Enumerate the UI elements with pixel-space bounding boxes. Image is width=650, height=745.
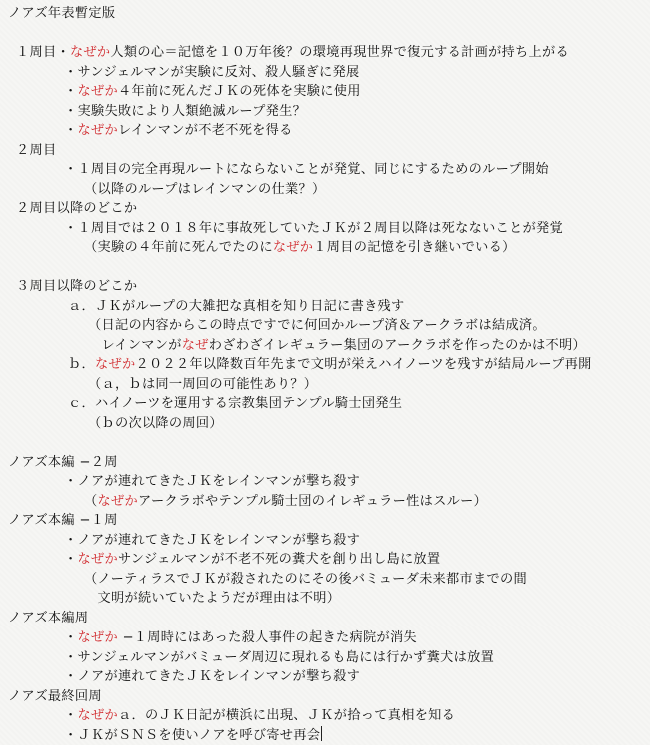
text-segment: ・ <box>64 708 78 723</box>
text-line <box>8 414 650 434</box>
text-line <box>8 550 650 570</box>
text-segment: ａ．のＪＫ日記が横浜に出現、ＪＫが拾って真相を知る <box>118 708 455 723</box>
text-segment: −１周時にはあった殺人事件の起きた病院が消失 <box>118 630 417 645</box>
highlight-naze: なぜか <box>78 708 118 723</box>
blank-line <box>8 258 650 278</box>
text-segment: ノアズ最終回周 <box>8 689 102 704</box>
text-segment: （ｂの次以降の周回） <box>88 416 223 431</box>
text-segment: ｃ．ハイノーツを運用する宗教集団テンプル騎士団発生 <box>68 396 402 411</box>
text-segment: アークラボやテンプル騎士団のイレギュラー性はスルー） <box>138 494 487 509</box>
text-segment: レインマンが <box>88 338 182 353</box>
text-line <box>8 121 650 141</box>
text-line <box>8 4 650 24</box>
text-line <box>8 238 650 258</box>
text-line <box>8 355 650 375</box>
text-segment: ノアズ年表暫定版 <box>8 6 115 21</box>
text-segment: （ａ，ｂは同一周回の可能性あり？） <box>88 377 317 392</box>
highlight-naze: なぜか <box>78 84 118 99</box>
text-line <box>8 219 650 239</box>
text-line <box>8 141 650 161</box>
highlight-naze: なぜか <box>98 494 138 509</box>
text-line <box>8 687 650 707</box>
text-line <box>8 394 650 414</box>
text-segment: （実験の４年前に死んでたのに <box>84 240 273 255</box>
text-line <box>8 531 650 551</box>
text-line <box>8 160 650 180</box>
text-line <box>8 472 650 492</box>
text-segment: 文明が続いていたようだが理由は不明） <box>84 591 340 606</box>
text-segment: ・ <box>64 630 78 645</box>
text-segment: ノアズ本編 −１周 <box>8 513 118 528</box>
text-segment: ３周目以降のどこか <box>16 279 137 294</box>
text-line <box>8 648 650 668</box>
text-segment: ・１周目では２０１８年に事故死していたＪＫが２周目以降は死なないことが発覚 <box>64 221 563 236</box>
text-segment: わざわざイレギュラー集団のアークラボを作ったのかは不明） <box>209 338 586 353</box>
text-segment: ・ＪＫがＳＮＳを使いノアを呼び寄せ再会 <box>64 728 320 743</box>
text-segment: （ <box>84 494 98 509</box>
text-segment: サンジェルマンが不老不死の糞犬を創り出し島に放置 <box>118 552 440 567</box>
text-line <box>8 297 650 317</box>
highlight-naze: なぜか <box>70 45 110 60</box>
text-segment: ・１周目の完全再現ルートにならないことが発覚、同じにするためのループ開始 <box>64 162 549 177</box>
text-line <box>8 199 650 219</box>
text-line <box>8 102 650 122</box>
text-segment: （以降のループはレインマンの仕業？） <box>84 182 325 197</box>
highlight-naze: なぜ <box>182 338 209 353</box>
blank-line <box>8 433 650 453</box>
text-line <box>8 453 650 473</box>
text-line <box>8 726 650 745</box>
text-segment: ・ノアが連れてきたＪＫをレインマンが撃ち殺す <box>64 669 360 684</box>
text-segment: ・ノアが連れてきたＪＫをレインマンが撃ち殺す <box>64 474 360 489</box>
text-line <box>8 63 650 83</box>
text-segment: （ノーティラスでＪＫが殺されたのにその後バミューダ未来都市までの間 <box>84 572 527 587</box>
highlight-naze: なぜか <box>78 552 118 567</box>
text-segment: 人類の心＝記憶を１０万年後？の環境再現世界で復元する計画が持ち上がる <box>110 45 569 60</box>
text-segment: ２０２２年以降数百年先まで文明が栄えハイノーツを残すが結局ループ再開 <box>135 357 591 372</box>
text-line <box>8 628 650 648</box>
text-segment: ノアズ本編 −２周 <box>8 455 118 470</box>
text-line <box>8 82 650 102</box>
text-line <box>8 277 650 297</box>
text-segment: ・サンジェルマンがバミューダ周辺に現れるも島には行かず糞犬は放置 <box>64 650 494 665</box>
text-segment: （日記の内容からこの時点ですでに何回かループ済＆アークラボは結成済。 <box>88 318 546 333</box>
text-segment: ・ <box>64 84 78 99</box>
text-segment: ２周目 <box>16 143 56 158</box>
text-line <box>8 336 650 356</box>
text-segment: １周目の記憶を引き継いでいる） <box>313 240 515 255</box>
text-line <box>8 589 650 609</box>
text-segment: ・ノアが連れてきたＪＫをレインマンが撃ち殺す <box>64 533 360 548</box>
highlight-naze: なぜか <box>95 357 135 372</box>
text-segment: ・ <box>64 552 78 567</box>
text-line <box>8 609 650 629</box>
highlight-naze: なぜか <box>273 240 313 255</box>
text-segment: ２周目以降のどこか <box>16 201 137 216</box>
text-line <box>8 316 650 336</box>
text-line <box>8 180 650 200</box>
text-line <box>8 667 650 687</box>
blank-line <box>8 24 650 44</box>
text-segment: ｂ． <box>68 357 95 372</box>
text-segment: ・実験失敗により人類絶滅ループ発生？ <box>64 104 306 119</box>
text-segment: ａ．ＪＫがループの大雑把な真相を知り日記に書き残す <box>68 299 405 314</box>
text-line <box>8 706 650 726</box>
text-segment: レインマンが不老不死を得る <box>118 123 293 138</box>
highlight-naze: なぜか <box>78 123 118 138</box>
text-line <box>8 375 650 395</box>
text-segment: ４年前に死んだＪＫの死体を実験に使用 <box>118 84 361 99</box>
text-segment: １周目・ <box>16 45 70 60</box>
text-segment: ・サンジェルマンが実験に反対、殺人騒ぎに発展 <box>64 65 359 80</box>
text-line <box>8 511 650 531</box>
text-line <box>8 43 650 63</box>
text-segment: ・ <box>64 123 78 138</box>
text-segment: ノアズ本編周 <box>8 611 88 626</box>
text-line <box>8 570 650 590</box>
text-line <box>8 492 650 512</box>
highlight-naze: なぜか <box>78 630 118 645</box>
text-cursor <box>321 726 322 741</box>
